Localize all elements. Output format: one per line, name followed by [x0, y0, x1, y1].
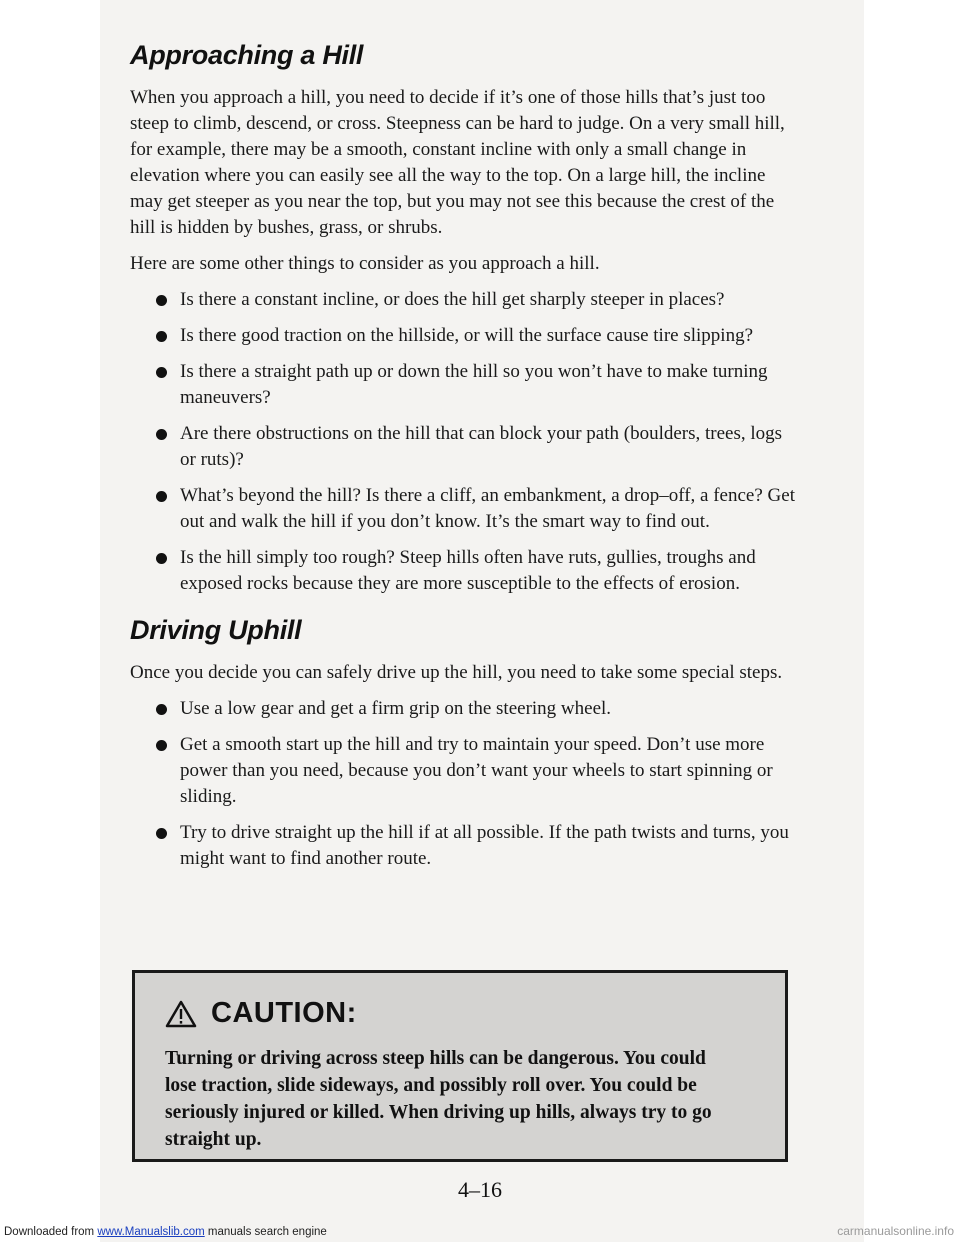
list-item-text: Is there good traction on the hillside, or will the surface cause tire slipping?: [180, 325, 753, 346]
list-item: [160, 696, 796, 722]
list-item-text: Try to drive straight up the hill if at all possible. If the path twists and turns, you might want to find another route.: [180, 822, 789, 869]
driving-uphill-list: [130, 696, 796, 872]
list-item-text: Is there a straight path up or down the hill so you won’t have to make turning maneuvers?: [180, 361, 768, 408]
footer-prefix: Downloaded from: [4, 1226, 98, 1238]
bullet-icon: [156, 704, 167, 715]
bullet-icon: [156, 295, 167, 306]
page-content: [130, 40, 796, 882]
list-item-text: Are there obstructions on the hill that can block your path (boulders, trees, logs or ruts)?: [180, 423, 783, 470]
list-item-text: Use a low gear and get a firm grip on the steering wheel.: [180, 698, 612, 719]
driving-uphill-intro: Once you decide you can safely drive up the hill, you need to take some special steps.: [130, 662, 783, 683]
footer-right-watermark: carmanualsonline.info: [837, 1224, 954, 1238]
caution-title-row: [165, 997, 357, 1030]
bullet-icon: [156, 740, 167, 751]
section-heading-driving-uphill: Driving Uphill: [130, 615, 302, 645]
caution-text: Turning or driving across steep hills can be dangerous. You could lose traction, slide sideways, and possibly roll over. You could be seriously injured or killed. When driving up hills, always try to go straight up.: [165, 1048, 712, 1150]
bullet-icon: [156, 367, 167, 378]
bullet-icon: [156, 331, 167, 342]
bullet-icon: [156, 828, 167, 839]
list-item: [160, 323, 796, 349]
list-item: [160, 545, 796, 597]
footer-watermark: [4, 1226, 327, 1238]
list-item: [160, 732, 796, 810]
approaching-hill-lead: Here are some other things to consider as you approach a hill.: [130, 253, 600, 274]
list-item: [160, 287, 796, 313]
caution-title: CAUTION:: [211, 997, 357, 1029]
list-item: [160, 820, 796, 872]
approaching-hill-intro: When you approach a hill, you need to decide if it’s one of those hills that’s just too steep to climb, descend, or cross. Steepness can be hard to judge. On a very small hill, for example, there may be a smooth, constant incline with only a small change in elevation where you can easily see all the way to the top. On a large hill, the incline may get steeper as you near the top, but you may not see this because the crest of the hill is hidden by bushes, grass, or shrubs.: [130, 87, 785, 238]
list-item-text: What’s beyond the hill? Is there a cliff, an embankment, a drop–off, a fence? Get out and walk the hill if you don’t know. It’s the smart way to find out.: [180, 485, 795, 532]
caution-box: [132, 970, 788, 1162]
bullet-icon: [156, 429, 167, 440]
manualslib-link[interactable]: www.Manualslib.com: [97, 1226, 205, 1238]
list-item: [160, 421, 796, 473]
list-item-text: Is the hill simply too rough? Steep hills often have ruts, gullies, troughs and exposed rocks because they are more susceptible to the effects of erosion.: [180, 547, 756, 594]
list-item-text: Is there a constant incline, or does the hill get sharply steeper in places?: [180, 289, 725, 310]
list-item: [160, 359, 796, 411]
warning-triangle-icon: [165, 1000, 197, 1028]
bullet-icon: [156, 553, 167, 564]
section-heading-approaching-hill: Approaching a Hill: [130, 40, 364, 70]
page-number: 4–16: [458, 1177, 502, 1202]
bullet-icon: [156, 491, 167, 502]
list-item: [160, 483, 796, 535]
list-item-text: Get a smooth start up the hill and try to maintain your speed. Don’t use more power than you need, because you don’t want your wheels to start spinning or sliding.: [180, 734, 773, 807]
footer-suffix: manuals search engine: [204, 1226, 327, 1238]
approaching-hill-list: [130, 287, 796, 597]
